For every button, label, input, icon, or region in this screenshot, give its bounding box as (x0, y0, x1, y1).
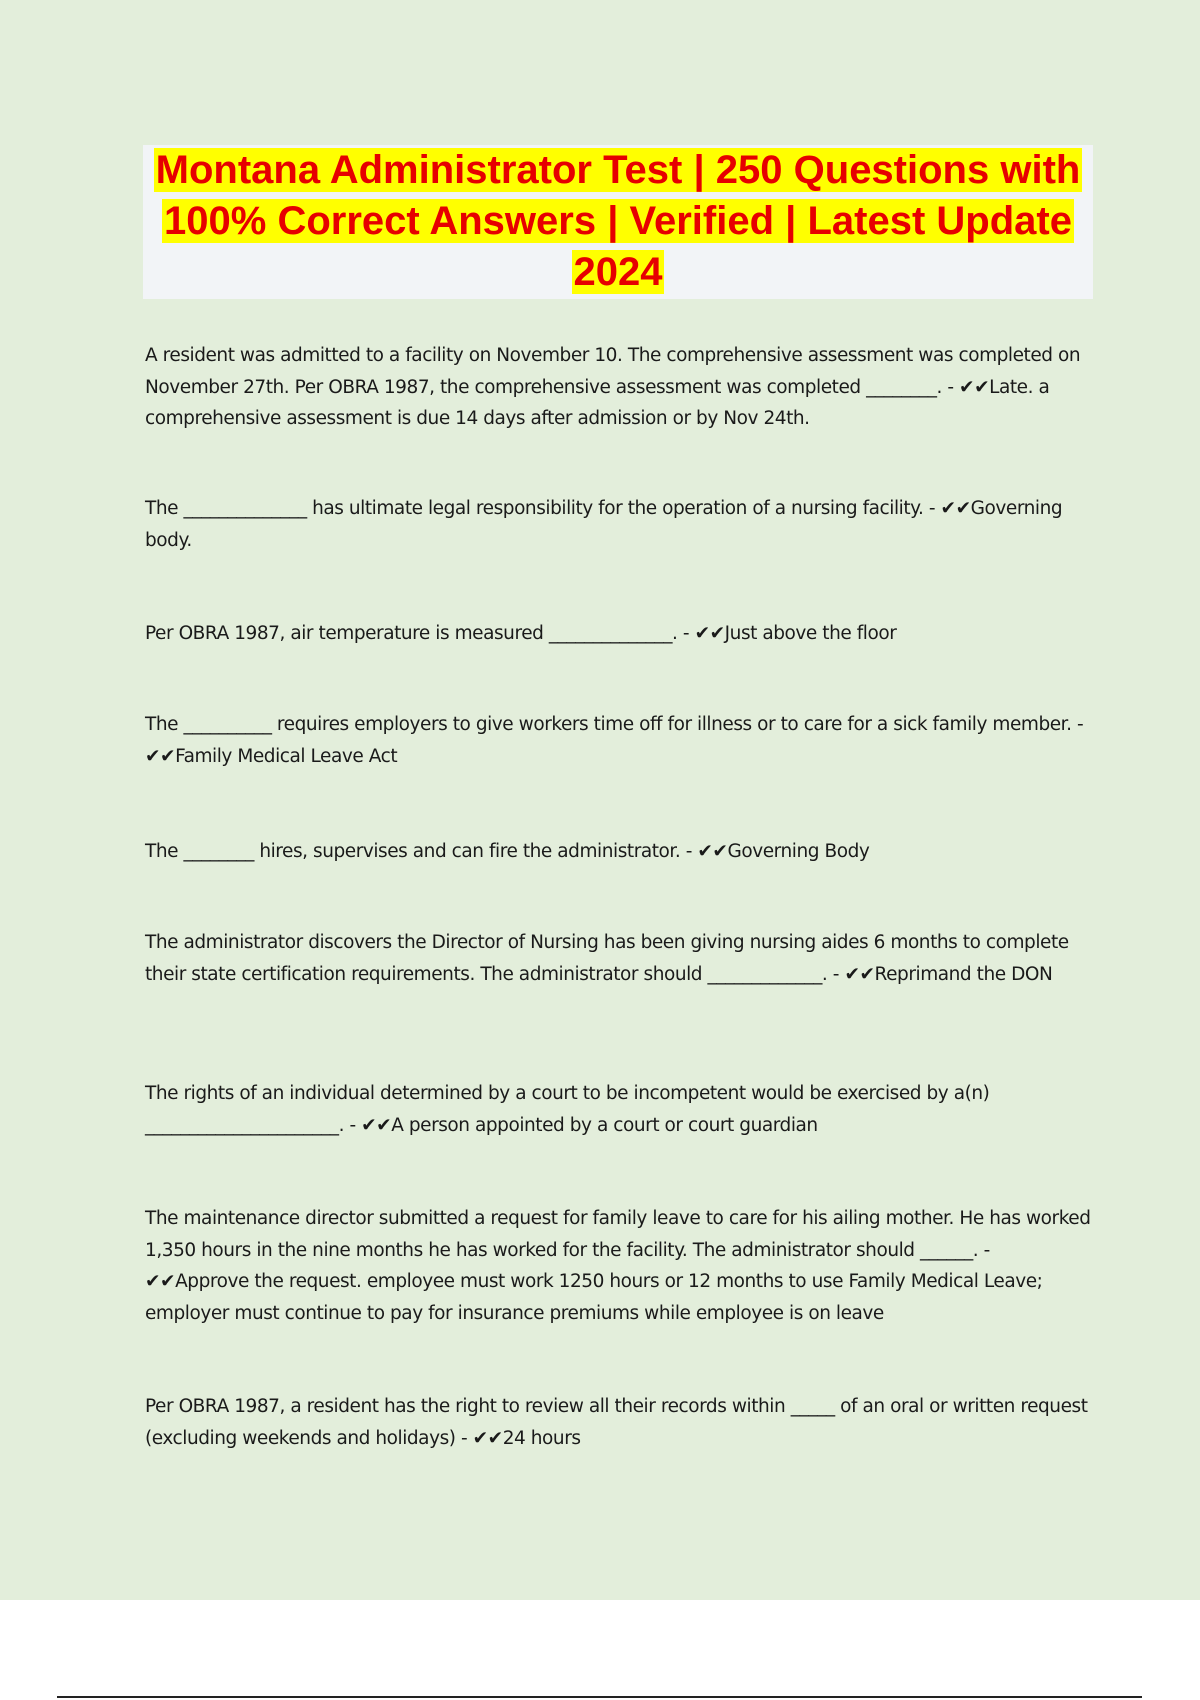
question-item: The rights of an individual determined by a court to be incompetent would be exercised by a(n) ______________________. - ✔✔A person appointed by a court or court guardian (145, 1083, 990, 1136)
footer-divider (57, 1696, 1142, 1698)
question-item: The maintenance director submitted a request for family leave to care for his ailing mother. He has worked 1,350 hours in the nine months he has worked for the facility. The administrator should ______. - ✔✔Approve the request. employee must work 1250 hours or 12 months to use Family Medical Leave; employer must continue to pay for insurance premiums while employee is on leave (145, 1208, 1091, 1324)
document-title (143, 145, 1093, 298)
question-item: A resident was admitted to a facility on November 10. The comprehensive assessment was completed on November 27th. Per OBRA 1987, the comprehensive assessment was completed ________. - ✔✔Late. a comprehensive assessment is due 14 days after admission or by Nov 24th. (145, 345, 1081, 429)
question-item: The ______________ has ultimate legal responsibility for the operation of a nursing facility. - ✔✔Governing body. (145, 498, 1063, 551)
title-highlight: Montana Administrator Test | 250 Questions with 100% Correct Answers | Verified | Latest Update 2024 (155, 148, 1081, 294)
question-item: Per OBRA 1987, a resident has the right to review all their records within _____ of an oral or written request (excluding weekends and holidays) - ✔✔24 hours (145, 1396, 1088, 1449)
question-item: The ________ hires, supervises and can fire the administrator. - ✔✔Governing Body (145, 841, 870, 862)
question-item: The administrator discovers the Director of Nursing has been giving nursing aides 6 months to complete their state certification requirements. The administrator should _____________. - ✔✔Reprimand the DON (145, 932, 1069, 985)
question-item: The __________ requires employers to give workers time off for illness or to care for a sick family member. - ✔✔Family Medical Leave Act (145, 714, 1084, 767)
question-item: Per OBRA 1987, air temperature is measured ______________. - ✔✔Just above the floor (145, 623, 897, 644)
title-banner (143, 145, 1093, 299)
